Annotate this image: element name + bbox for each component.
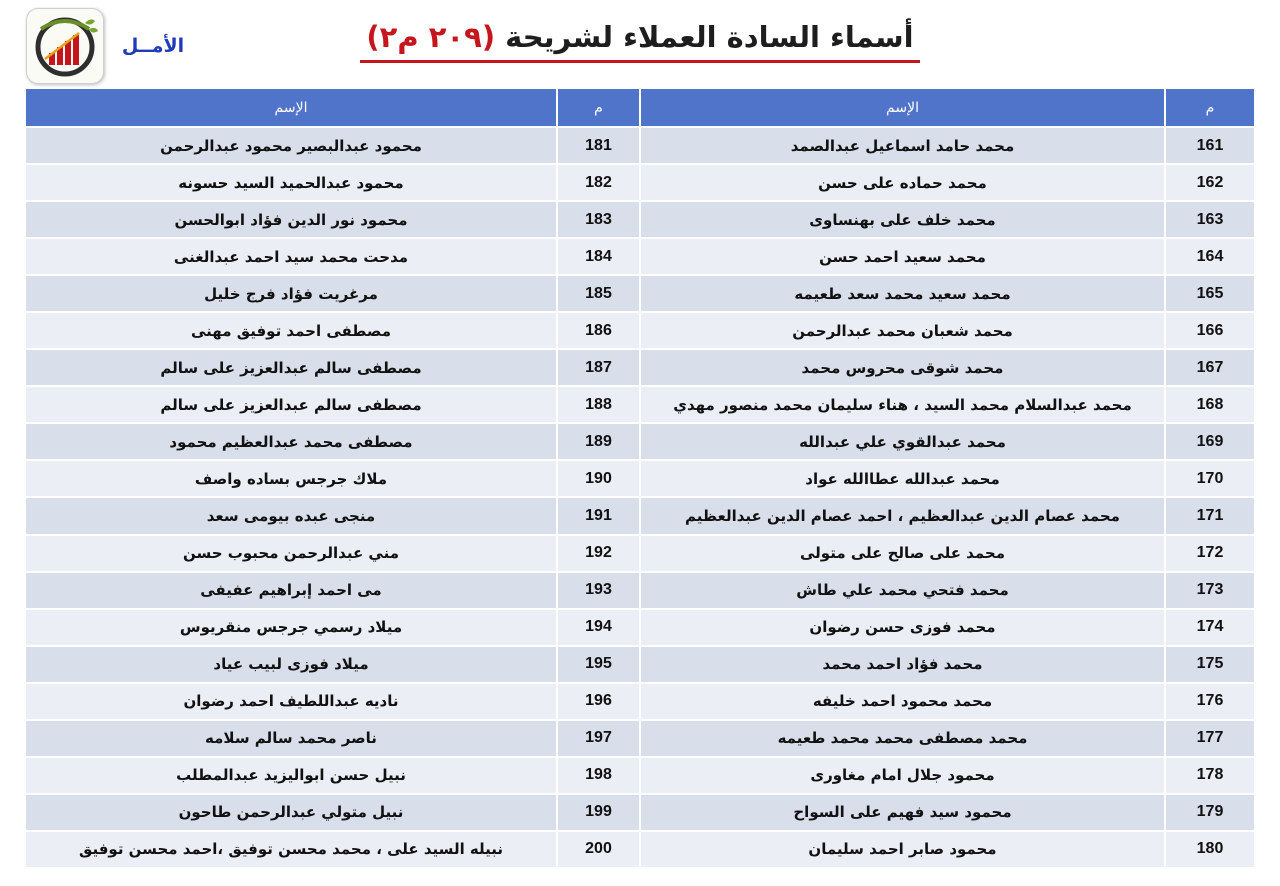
association-logo-icon: [27, 9, 103, 83]
customer-name: محمد فوزى حسن رضوان: [641, 610, 1166, 647]
row-number: 182: [558, 165, 641, 202]
customer-name: محمود عبدالبصير محمود عبدالرحمن: [26, 128, 558, 165]
customer-name: مني عبدالرحمن محبوب حسن: [26, 536, 558, 573]
customer-name: محمد مصطفى محمد محمد طعيمه: [641, 721, 1166, 758]
customer-name: محمد حماده على حسن: [641, 165, 1166, 202]
customer-name: ميلاد فوزى لبيب عياد: [26, 647, 558, 684]
customer-name: محمد عبدالله عطاالله عواد: [641, 461, 1166, 498]
column-header-number: م: [558, 89, 641, 128]
row-number: 195: [558, 647, 641, 684]
customer-name: محمد خلف على بهنساوى: [641, 202, 1166, 239]
row-number: 172: [1166, 536, 1254, 573]
customer-name: مصطفى سالم عبدالعزيز على سالم: [26, 387, 558, 424]
row-number: 199: [558, 795, 641, 832]
customer-name: محمد فتحي محمد علي طاش: [641, 573, 1166, 610]
customer-name: محمود سيد فهيم على السواح: [641, 795, 1166, 832]
table-row: [26, 461, 1254, 498]
row-number: 171: [1166, 498, 1254, 535]
column-header-name: الإسم: [26, 89, 558, 128]
table-row: [26, 498, 1254, 535]
row-number: 191: [558, 498, 641, 535]
row-number: 198: [558, 758, 641, 795]
customer-name: نبيله السيد على ، محمد محسن توفيق ،احمد محسن توفيق: [26, 832, 558, 869]
customer-name: مصطفى سالم عبدالعزيز على سالم: [26, 350, 558, 387]
row-number: 185: [558, 276, 641, 313]
row-number: 188: [558, 387, 641, 424]
row-number: 173: [1166, 573, 1254, 610]
row-number: 179: [1166, 795, 1254, 832]
customer-name: مصطفى احمد توفيق مهنى: [26, 313, 558, 350]
table-row: [26, 832, 1254, 869]
row-number: 183: [558, 202, 641, 239]
row-number: 178: [1166, 758, 1254, 795]
customer-name: ميلاد رسمي جرجس منقريوس: [26, 610, 558, 647]
customer-name: محمد فؤاد احمد محمد: [641, 647, 1166, 684]
row-number: 164: [1166, 239, 1254, 276]
row-number: 167: [1166, 350, 1254, 387]
row-number: 163: [1166, 202, 1254, 239]
table-row: [26, 313, 1254, 350]
customer-name: محمود نور الدين فؤاد ابوالحسن: [26, 202, 558, 239]
title-main: أسماء السادة العملاء لشريحة: [495, 20, 914, 54]
table-row: [26, 202, 1254, 239]
table-body: [26, 128, 1254, 869]
row-number: 197: [558, 721, 641, 758]
table-row: [26, 350, 1254, 387]
table-row: [26, 536, 1254, 573]
table-row: [26, 610, 1254, 647]
row-number: 174: [1166, 610, 1254, 647]
row-number: 192: [558, 536, 641, 573]
customer-name: مصطفى محمد عبدالعظيم محمود: [26, 424, 558, 461]
table-row: [26, 758, 1254, 795]
customer-name: محمد محمود احمد خليفه: [641, 684, 1166, 721]
association-logo: [26, 8, 104, 84]
customer-name: مرغريت فؤاد فرج خليل: [26, 276, 558, 313]
row-number: 165: [1166, 276, 1254, 313]
row-number: 177: [1166, 721, 1254, 758]
table-row: [26, 165, 1254, 202]
customer-name: محمود صابر احمد سليمان: [641, 832, 1166, 869]
customer-name: مدحت محمد سيد احمد عبدالغنى: [26, 239, 558, 276]
row-number: 189: [558, 424, 641, 461]
page-title-text: [360, 14, 919, 63]
customer-name: ملاك جرجس بساده واصف: [26, 461, 558, 498]
customer-name: محمد حامد اسماعيل عبدالصمد: [641, 128, 1166, 165]
column-header-number: م: [1166, 89, 1254, 128]
row-number: 184: [558, 239, 641, 276]
table-row: [26, 387, 1254, 424]
row-number: 162: [1166, 165, 1254, 202]
row-number: 169: [1166, 424, 1254, 461]
table-row: [26, 573, 1254, 610]
table-row: [26, 424, 1254, 461]
row-number: 181: [558, 128, 641, 165]
customer-name: محمد عبدالسلام محمد السيد ، هناء سليمان محمد منصور مهدي: [641, 387, 1166, 424]
table-row: [26, 721, 1254, 758]
customer-name: محمد شعبان محمد عبدالرحمن: [641, 313, 1166, 350]
table-row: [26, 647, 1254, 684]
title-sub: (٢٠٩ م٢): [366, 20, 496, 54]
row-number: 186: [558, 313, 641, 350]
customer-name: محمد على صالح على متولى: [641, 536, 1166, 573]
row-number: 180: [1166, 832, 1254, 869]
table-row: [26, 239, 1254, 276]
row-number: 193: [558, 573, 641, 610]
customer-names-table: [26, 89, 1254, 869]
customer-name: نبيل حسن ابواليزيد عبدالمطلب: [26, 758, 558, 795]
table-row: [26, 276, 1254, 313]
row-number: 176: [1166, 684, 1254, 721]
customer-name: ناصر محمد سالم سلامه: [26, 721, 558, 758]
column-header-name: الإسم: [641, 89, 1166, 128]
customer-name: محمد شوقى محروس محمد: [641, 350, 1166, 387]
customer-name: محمود عبدالحميد السيد حسونه: [26, 165, 558, 202]
customer-name: ناديه عبداللطيف احمد رضوان: [26, 684, 558, 721]
row-number: 187: [558, 350, 641, 387]
customer-name: محمد سعيد احمد حسن: [641, 239, 1166, 276]
row-number: 170: [1166, 461, 1254, 498]
brand-name: الأمــل: [121, 35, 185, 57]
row-number: 161: [1166, 128, 1254, 165]
table-header-row: [26, 89, 1254, 128]
customer-name: نبيل متولي عبدالرحمن طاحون: [26, 795, 558, 832]
row-number: 175: [1166, 647, 1254, 684]
page-title: [330, 14, 950, 70]
row-number: 196: [558, 684, 641, 721]
row-number: 168: [1166, 387, 1254, 424]
row-number: 166: [1166, 313, 1254, 350]
customer-name: منجى عبده بيومى سعد: [26, 498, 558, 535]
row-number: 200: [558, 832, 641, 869]
row-number: 190: [558, 461, 641, 498]
customer-name: مى احمد إبراهيم عفيفى: [26, 573, 558, 610]
row-number: 194: [558, 610, 641, 647]
customer-name: محمد عبدالقوي علي عبدالله: [641, 424, 1166, 461]
table-row: [26, 684, 1254, 721]
customer-name: محمد سعيد محمد سعد طعيمه: [641, 276, 1166, 313]
customer-name: محمود جلال امام مغاورى: [641, 758, 1166, 795]
table-row: [26, 795, 1254, 832]
table-row: [26, 128, 1254, 165]
customer-name: محمد عصام الدين عبدالعظيم ، احمد عصام الدين عبدالعظيم: [641, 498, 1166, 535]
